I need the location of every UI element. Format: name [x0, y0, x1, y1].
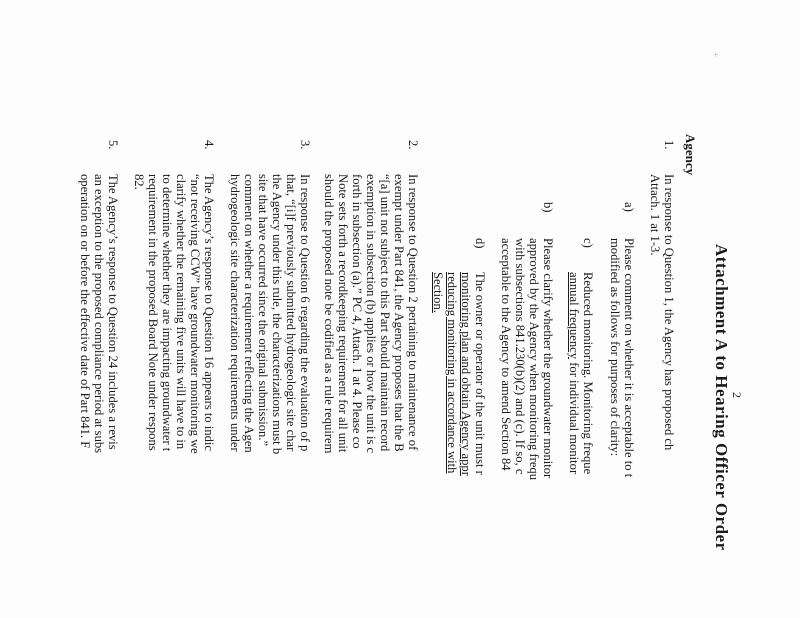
item-1c-label: c)	[581, 238, 595, 248]
item-3-line: that, “[i]f previously submitted hydrogeologic site char	[284, 174, 298, 452]
item-1b-line: Please clarify whether the groundwater monitor	[541, 238, 555, 479]
item-1a-line: modified as follows for purposes of clarity:	[608, 238, 622, 457]
item-1d-line: monitoring plan and obtain Agency appr	[459, 272, 473, 476]
item-2-line: exempt under Part 841, the Agency proposes that the B	[392, 174, 406, 452]
item-5-line: an exception to the proposed compliance period at subs	[92, 174, 106, 454]
item-2-line: should the proposed note be codified as a rule requirem	[322, 174, 336, 454]
item-1d-line: Section.	[431, 272, 445, 313]
document-title: Attachment A to Hearing Officer Order	[712, 244, 731, 551]
item-2-line: “[a] unit not subject to this Part should maintain record	[378, 174, 392, 452]
item-3-line: site that have occurred since the original submission.”	[256, 174, 270, 447]
item-5-number: 5.	[106, 140, 120, 150]
text-run: for individual monitor	[567, 359, 581, 475]
item-1b-line: approved by the Agency when monitoring frequ	[527, 238, 541, 481]
section-heading: Agency	[683, 134, 698, 176]
item-1c-line: Reduced monitoring. Monitoring freque	[581, 272, 595, 475]
item-2-number: 2.	[406, 140, 420, 150]
item-2-line: In response to Question 2 pertaining to maintenance of	[406, 174, 420, 451]
item-4-line: clarify whether the remaining five units will have to in	[174, 174, 188, 450]
item-1b-line: acceptable to the Agency to amend Section 84	[499, 238, 513, 471]
item-1a-label: a)	[622, 202, 636, 212]
item-1-line: In response to Question 1, the Agency has proposed ch	[662, 174, 676, 451]
item-1a-line: Please comment on whether it is acceptable to t	[622, 238, 636, 478]
item-1b-line: with subsections 841.230(b)(2) and (c). If so, c	[513, 238, 527, 475]
item-3-line: comment on whether a requirement reflecting the Agen	[242, 174, 256, 453]
item-2-line: forth in subsection (a).” PC 4, Attach. 1 at 4. Please co	[350, 174, 364, 449]
item-1d-line: The owner or operator of the unit must r	[473, 272, 487, 475]
item-3-number: 3.	[298, 140, 312, 150]
item-1d-label: d)	[473, 238, 487, 249]
item-4-line: The Agency’s response to Question 16 appears to indic	[202, 174, 216, 452]
item-3-line: the Agency under this rule, the characterizations must b	[270, 174, 284, 455]
item-1b-label: b)	[541, 202, 555, 213]
item-3-line: In response to Question 6 regarding the evaluation of p	[298, 174, 312, 452]
item-4-line: requirement in the proposed Board Note under respons	[146, 174, 160, 451]
page-number: 2	[730, 392, 744, 398]
item-4-number: 4.	[202, 140, 216, 150]
item-1-line: Attach. 1 at 1-3.	[648, 174, 662, 256]
item-2-line: Note sets forth a recordkeeping requirement for all unit	[336, 174, 350, 453]
item-4-line: “not receiving CCW” have groundwater monitoring we	[188, 174, 202, 454]
item-5-line: The Agency’s response to Question 24 includes a revis	[106, 174, 120, 450]
item-1-number: 1.	[662, 140, 676, 150]
item-5-line: operation on or before the effective date of Part 841. F	[78, 174, 92, 449]
underlined-text: annual frequency	[567, 272, 581, 360]
item-4-line: to determine whether they are impacting groundwater t	[160, 174, 174, 452]
item-4-line: 82.	[132, 174, 146, 190]
item-1d-line: reducing monitoring in accordance with	[445, 272, 459, 474]
item-2-line: exemption in subsection (b) applies or how the unit is c	[364, 174, 378, 454]
scan-mark: +	[713, 50, 719, 61]
item-3-line: hydrogeologic site characterization requirements under	[228, 174, 242, 452]
item-1c-line	[567, 272, 581, 474]
